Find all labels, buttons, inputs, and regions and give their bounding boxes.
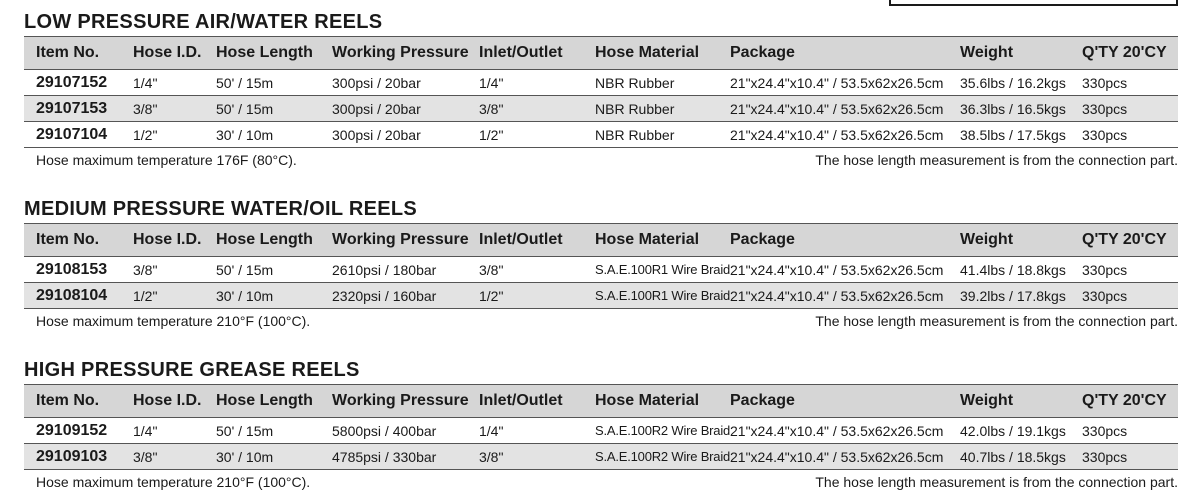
- cell-hose-material: NBR Rubber: [595, 122, 730, 148]
- cell-package: 21"x24.4"x10.4" / 53.5x62x26.5cm: [730, 257, 960, 283]
- cell-working-pressure: 2320psi / 160bar: [332, 283, 479, 309]
- cell-weight: 39.2lbs / 17.8kgs: [960, 283, 1082, 309]
- header-item: Item No.: [24, 37, 133, 70]
- table-row: [24, 444, 1178, 470]
- cell-hose-id: 3/8": [133, 96, 216, 122]
- header-hose-material: Hose Material: [595, 37, 730, 70]
- header-working-pressure: Working Pressure: [332, 37, 479, 70]
- cell-item: 29109103: [24, 444, 133, 470]
- measurement-note: The hose length measurement is from the connection part.: [815, 313, 1178, 329]
- header-hose-material: Hose Material: [595, 385, 730, 418]
- cell-weight: 40.7lbs / 18.5kgs: [960, 444, 1082, 470]
- header-hose-length: Hose Length: [216, 37, 332, 70]
- header-package: Package: [730, 224, 960, 257]
- cell-package: 21"x24.4"x10.4" / 53.5x62x26.5cm: [730, 418, 960, 444]
- table-row: [24, 418, 1178, 444]
- measurement-note: The hose length measurement is from the connection part.: [815, 152, 1178, 168]
- cell-package: 21"x24.4"x10.4" / 53.5x62x26.5cm: [730, 70, 960, 96]
- cell-item: 29107104: [24, 122, 133, 148]
- section-high-pressure: [24, 358, 1178, 494]
- table-row: [24, 96, 1178, 122]
- header-working-pressure: Working Pressure: [332, 224, 479, 257]
- cell-weight: 35.6lbs / 16.2kgs: [960, 70, 1082, 96]
- table-row: [24, 257, 1178, 283]
- cell-hose-length: 30' / 10m: [216, 283, 332, 309]
- cell-hose-length: 50' / 15m: [216, 96, 332, 122]
- header-item: Item No.: [24, 224, 133, 257]
- cell-qty: 330pcs: [1082, 96, 1178, 122]
- header-weight: Weight: [960, 37, 1082, 70]
- cell-qty: 330pcs: [1082, 257, 1178, 283]
- cell-weight: 41.4lbs / 18.8kgs: [960, 257, 1082, 283]
- cell-hose-length: 30' / 10m: [216, 444, 332, 470]
- cell-inlet-outlet: 1/2": [479, 283, 595, 309]
- cell-hose-length: 50' / 15m: [216, 418, 332, 444]
- cell-hose-material: NBR Rubber: [595, 70, 730, 96]
- cell-hose-material: S.A.E.100R1 Wire Braid: [595, 283, 730, 309]
- cell-inlet-outlet: 3/8": [479, 257, 595, 283]
- cell-hose-length: 50' / 15m: [216, 70, 332, 96]
- cell-hose-length: 50' / 15m: [216, 257, 332, 283]
- header-inlet-outlet: Inlet/Outlet: [479, 385, 595, 418]
- table-row: [24, 70, 1178, 96]
- cell-hose-material: S.A.E.100R1 Wire Braid: [595, 257, 730, 283]
- cell-working-pressure: 300psi / 20bar: [332, 122, 479, 148]
- section-medium-pressure: [24, 197, 1178, 333]
- header-inlet-outlet: Inlet/Outlet: [479, 224, 595, 257]
- cell-item: 29108104: [24, 283, 133, 309]
- section-title: HIGH PRESSURE GREASE REELS: [24, 359, 360, 381]
- cell-hose-id: 1/2": [133, 283, 216, 309]
- header-hose-id: Hose I.D.: [133, 224, 216, 257]
- table-footer: [24, 148, 1178, 172]
- cell-item: 29108153: [24, 257, 133, 283]
- header-item: Item No.: [24, 385, 133, 418]
- header-working-pressure: Working Pressure: [332, 385, 479, 418]
- header-package: Package: [730, 385, 960, 418]
- header-qty: Q'TY 20'CY: [1082, 224, 1178, 257]
- cell-package: 21"x24.4"x10.4" / 53.5x62x26.5cm: [730, 122, 960, 148]
- cell-hose-id: 1/2": [133, 122, 216, 148]
- table-row: [24, 283, 1178, 309]
- table-row: [24, 122, 1178, 148]
- temperature-note: Hose maximum temperature 176F (80°C).: [36, 152, 297, 168]
- header-weight: Weight: [960, 224, 1082, 257]
- section-title: MEDIUM PRESSURE WATER/OIL REELS: [24, 198, 418, 220]
- cell-item: 29107153: [24, 96, 133, 122]
- measurement-note: The hose length measurement is from the connection part.: [815, 474, 1178, 490]
- header-hose-length: Hose Length: [216, 385, 332, 418]
- section-title: LOW PRESSURE AIR/WATER REELS: [24, 11, 383, 33]
- cell-hose-length: 30' / 10m: [216, 122, 332, 148]
- header-inlet-outlet: Inlet/Outlet: [479, 37, 595, 70]
- cell-qty: 330pcs: [1082, 70, 1178, 96]
- header-weight: Weight: [960, 385, 1082, 418]
- table-footer: [24, 470, 1178, 494]
- table-footer: [24, 309, 1178, 333]
- cell-hose-id: 3/8": [133, 257, 216, 283]
- cell-weight: 38.5lbs / 17.5kgs: [960, 122, 1082, 148]
- cell-inlet-outlet: 3/8": [479, 96, 595, 122]
- cell-item: 29107152: [24, 70, 133, 96]
- cell-inlet-outlet: 1/2": [479, 122, 595, 148]
- cell-inlet-outlet: 1/4": [479, 418, 595, 444]
- section-low-pressure: [24, 10, 1178, 172]
- header-hose-id: Hose I.D.: [133, 385, 216, 418]
- cell-inlet-outlet: 1/4": [479, 70, 595, 96]
- header-hose-material: Hose Material: [595, 224, 730, 257]
- cell-qty: 330pcs: [1082, 122, 1178, 148]
- cell-hose-material: NBR Rubber: [595, 96, 730, 122]
- header-package: Package: [730, 37, 960, 70]
- spec-table: [24, 223, 1178, 309]
- spec-table: [24, 36, 1178, 148]
- cell-qty: 330pcs: [1082, 283, 1178, 309]
- cell-working-pressure: 4785psi / 330bar: [332, 444, 479, 470]
- header-qty: Q'TY 20'CY: [1082, 385, 1178, 418]
- cell-weight: 36.3lbs / 16.5kgs: [960, 96, 1082, 122]
- cell-working-pressure: 5800psi / 400bar: [332, 418, 479, 444]
- cell-hose-id: 3/8": [133, 444, 216, 470]
- header-hose-id: Hose I.D.: [133, 37, 216, 70]
- cell-package: 21"x24.4"x10.4" / 53.5x62x26.5cm: [730, 444, 960, 470]
- cell-package: 21"x24.4"x10.4" / 53.5x62x26.5cm: [730, 96, 960, 122]
- cell-hose-material: S.A.E.100R2 Wire Braid: [595, 444, 730, 470]
- cell-qty: 330pcs: [1082, 418, 1178, 444]
- cell-working-pressure: 2610psi / 180bar: [332, 257, 479, 283]
- cell-package: 21"x24.4"x10.4" / 53.5x62x26.5cm: [730, 283, 960, 309]
- cell-weight: 42.0lbs / 19.1kgs: [960, 418, 1082, 444]
- temperature-note: Hose maximum temperature 210°F (100°C).: [36, 313, 311, 329]
- cell-working-pressure: 300psi / 20bar: [332, 70, 479, 96]
- cell-hose-material: S.A.E.100R2 Wire Braid: [595, 418, 730, 444]
- spec-table: [24, 384, 1178, 470]
- header-qty: Q'TY 20'CY: [1082, 37, 1178, 70]
- cell-item: 29109152: [24, 418, 133, 444]
- temperature-note: Hose maximum temperature 210°F (100°C).: [36, 474, 311, 490]
- cell-qty: 330pcs: [1082, 444, 1178, 470]
- header-hose-length: Hose Length: [216, 224, 332, 257]
- decorative-frame: [889, 0, 1178, 6]
- cell-inlet-outlet: 3/8": [479, 444, 595, 470]
- cell-hose-id: 1/4": [133, 418, 216, 444]
- cell-hose-id: 1/4": [133, 70, 216, 96]
- cell-working-pressure: 300psi / 20bar: [332, 96, 479, 122]
